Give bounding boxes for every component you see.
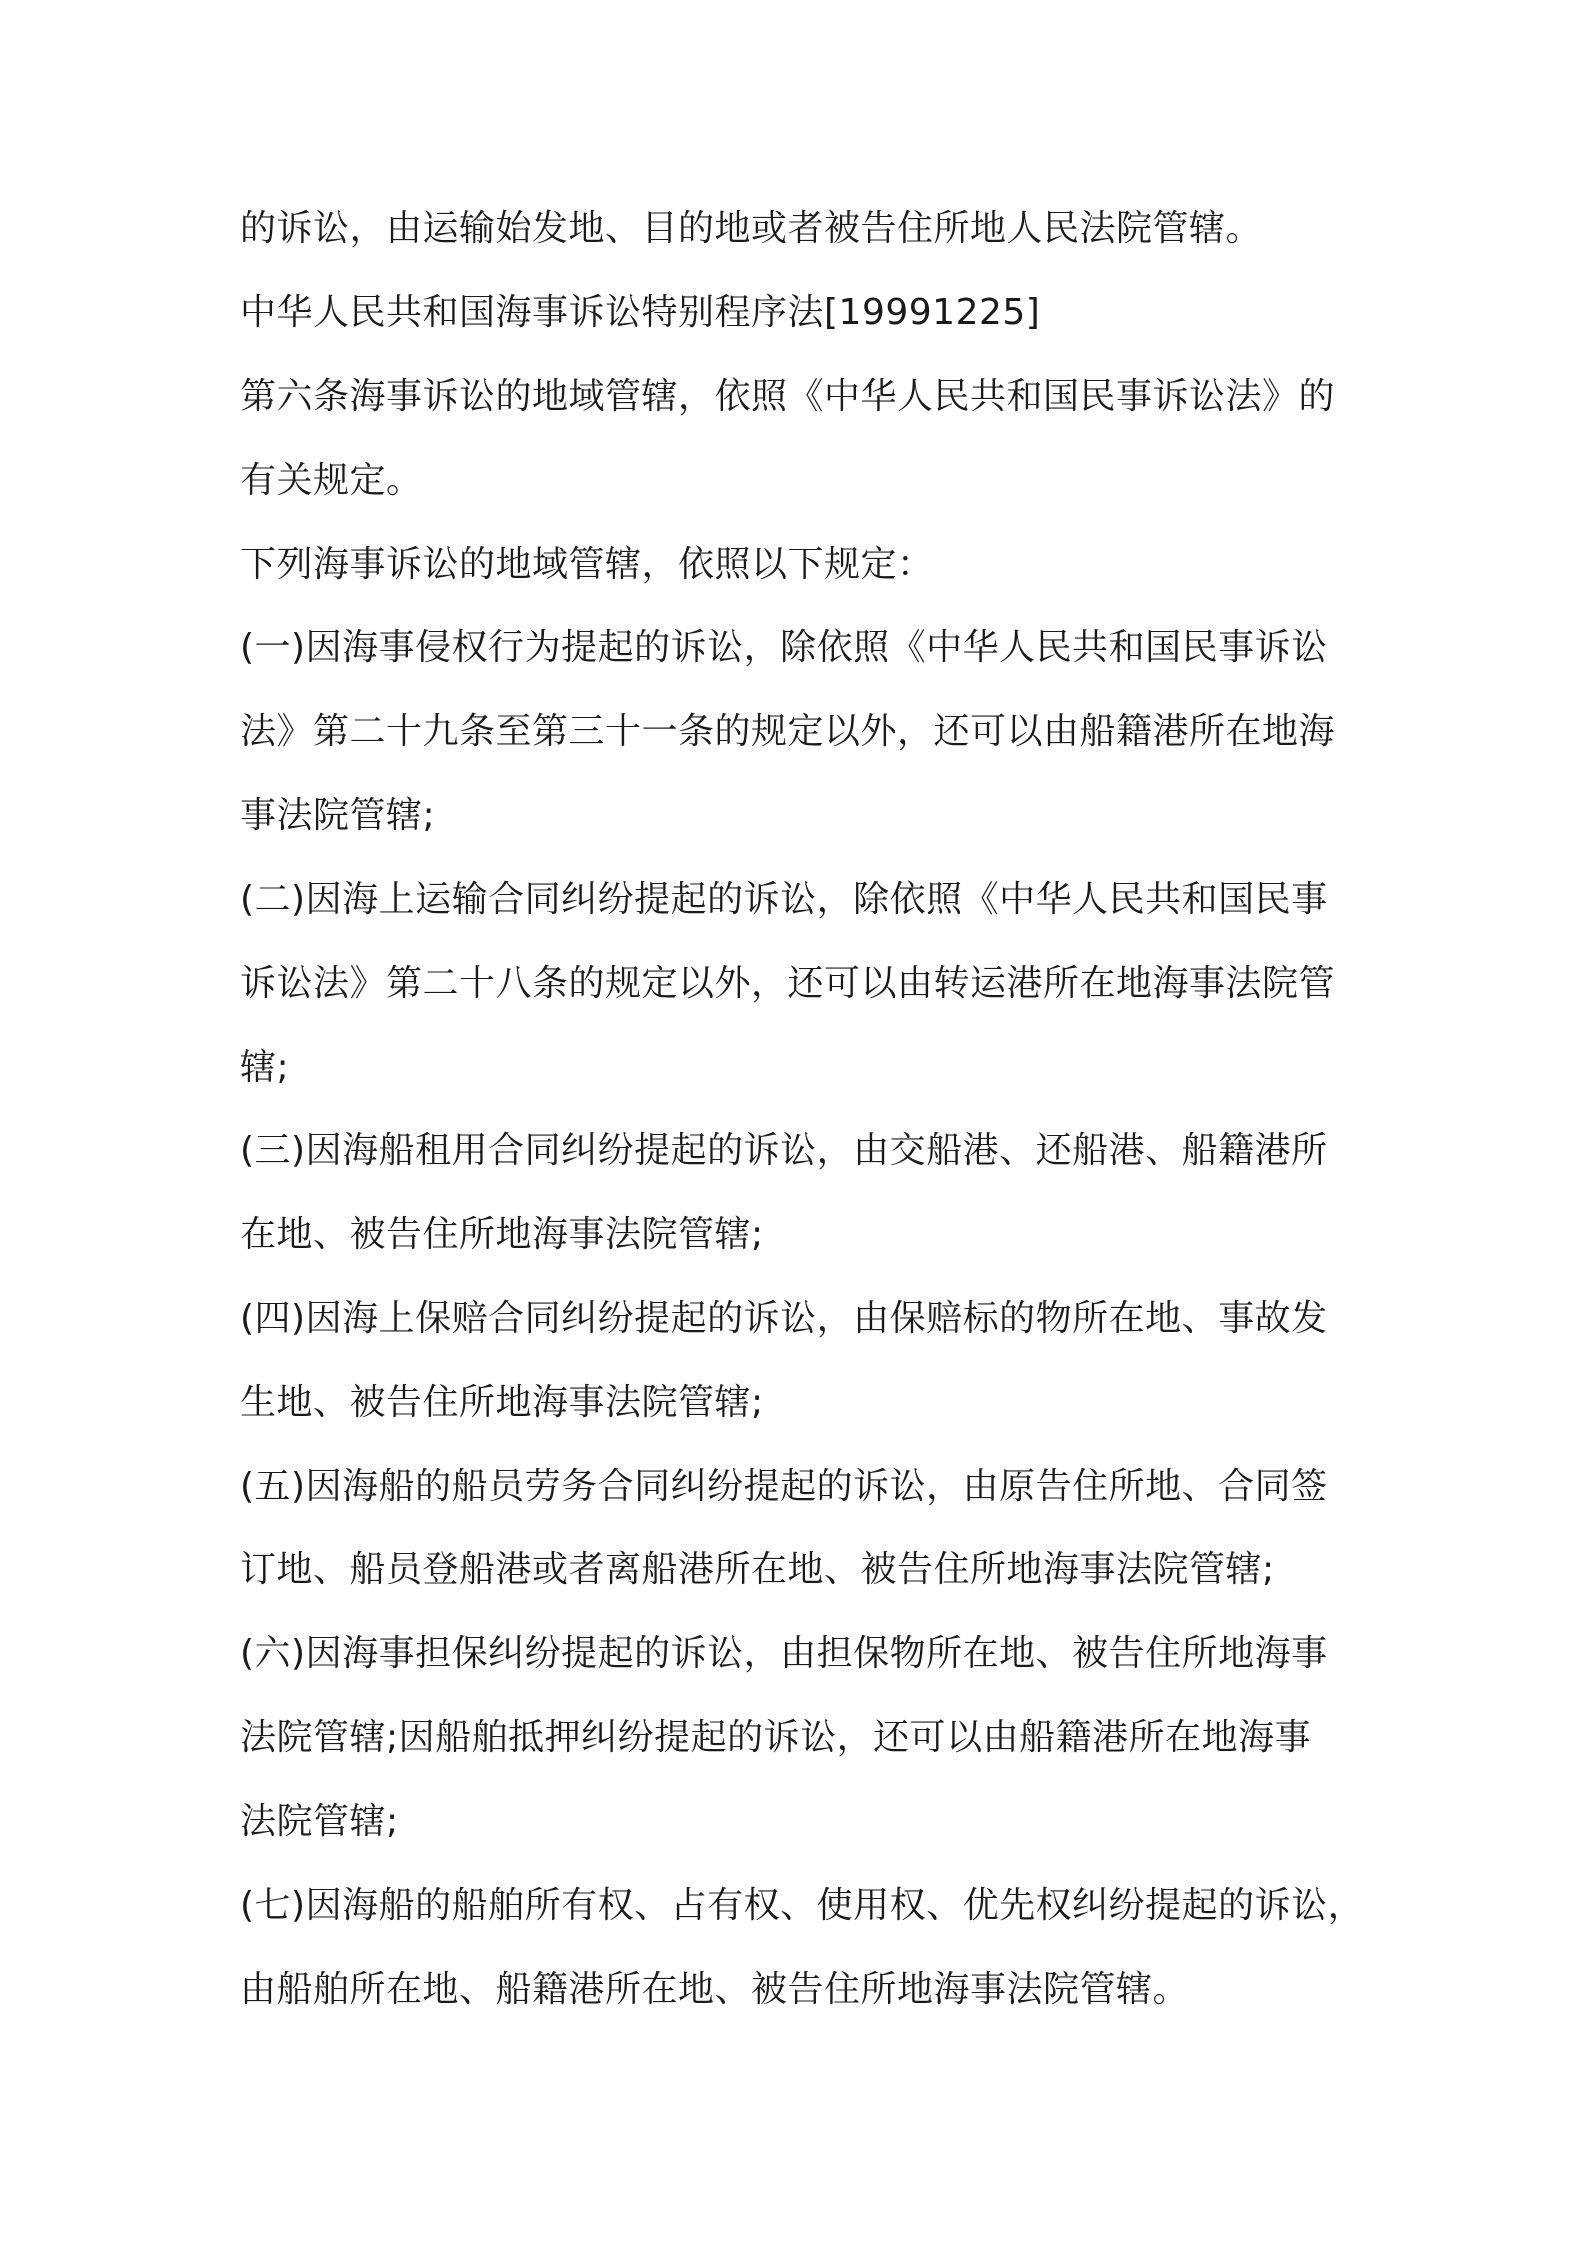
text-line: (一)因海事侵权行为提起的诉讼，除依照《中华人民共和国民事诉讼 (240, 627, 1328, 668)
text-line: (四)因海上保赔合同纠纷提起的诉讼，由保赔标的物所在地、事故发 (240, 1298, 1328, 1339)
text-line: 法院管辖;因船舶抵押纠纷提起的诉讼，还可以由船籍港所在地海事 (240, 1717, 1312, 1758)
text-line: 生地、被告住所地海事法院管辖; (240, 1382, 764, 1423)
text-line: (七)因海船的船舶所有权、占有权、使用权、优先权纠纷提起的诉讼， (240, 1885, 1365, 1926)
text-line: 由船舶所在地、船籍港所在地、被告住所地海事法院管辖。 (240, 1969, 1190, 2010)
text-line: 法》第二十九条至第三十一条的规定以外，还可以由船籍港所在地海 (240, 711, 1336, 752)
text-line: (二)因海上运输合同纠纷提起的诉讼，除依照《中华人民共和国民事 (240, 879, 1328, 920)
text-line: (三)因海船租用合同纠纷提起的诉讼，由交船港、还船港、船籍港所 (240, 1130, 1328, 1171)
text-line: 的诉讼，由运输始发地、目的地或者被告住所地人民法院管辖。 (240, 208, 1263, 249)
text-line: 中华人民共和国海事诉讼特别程序法[19991225] (240, 292, 1041, 333)
text-line: (五)因海船的船员劳务合同纠纷提起的诉讼，由原告住所地、合同签 (240, 1466, 1328, 1507)
text-line: 第六条海事诉讼的地域管辖，依照《中华人民共和国民事诉讼法》的 (240, 376, 1336, 417)
text-line: 订地、船员登船港或者离船港所在地、被告住所地海事法院管辖; (240, 1549, 1275, 1590)
text-line: 有关规定。 (240, 460, 423, 501)
text-line: 下列海事诉讼的地域管辖，依照以下规定： (240, 544, 934, 585)
text-line: 在地、被告住所地海事法院管辖; (240, 1214, 764, 1255)
text-line: (六)因海事担保纠纷提起的诉讼，由担保物所在地、被告住所地海事 (240, 1633, 1328, 1674)
text-line: 诉讼法》第二十八条的规定以外，还可以由转运港所在地海事法院管 (240, 963, 1336, 1004)
text-line: 辖; (240, 1047, 290, 1088)
text-line: 事法院管辖; (240, 795, 436, 836)
text-line: 法院管辖; (240, 1801, 399, 1842)
